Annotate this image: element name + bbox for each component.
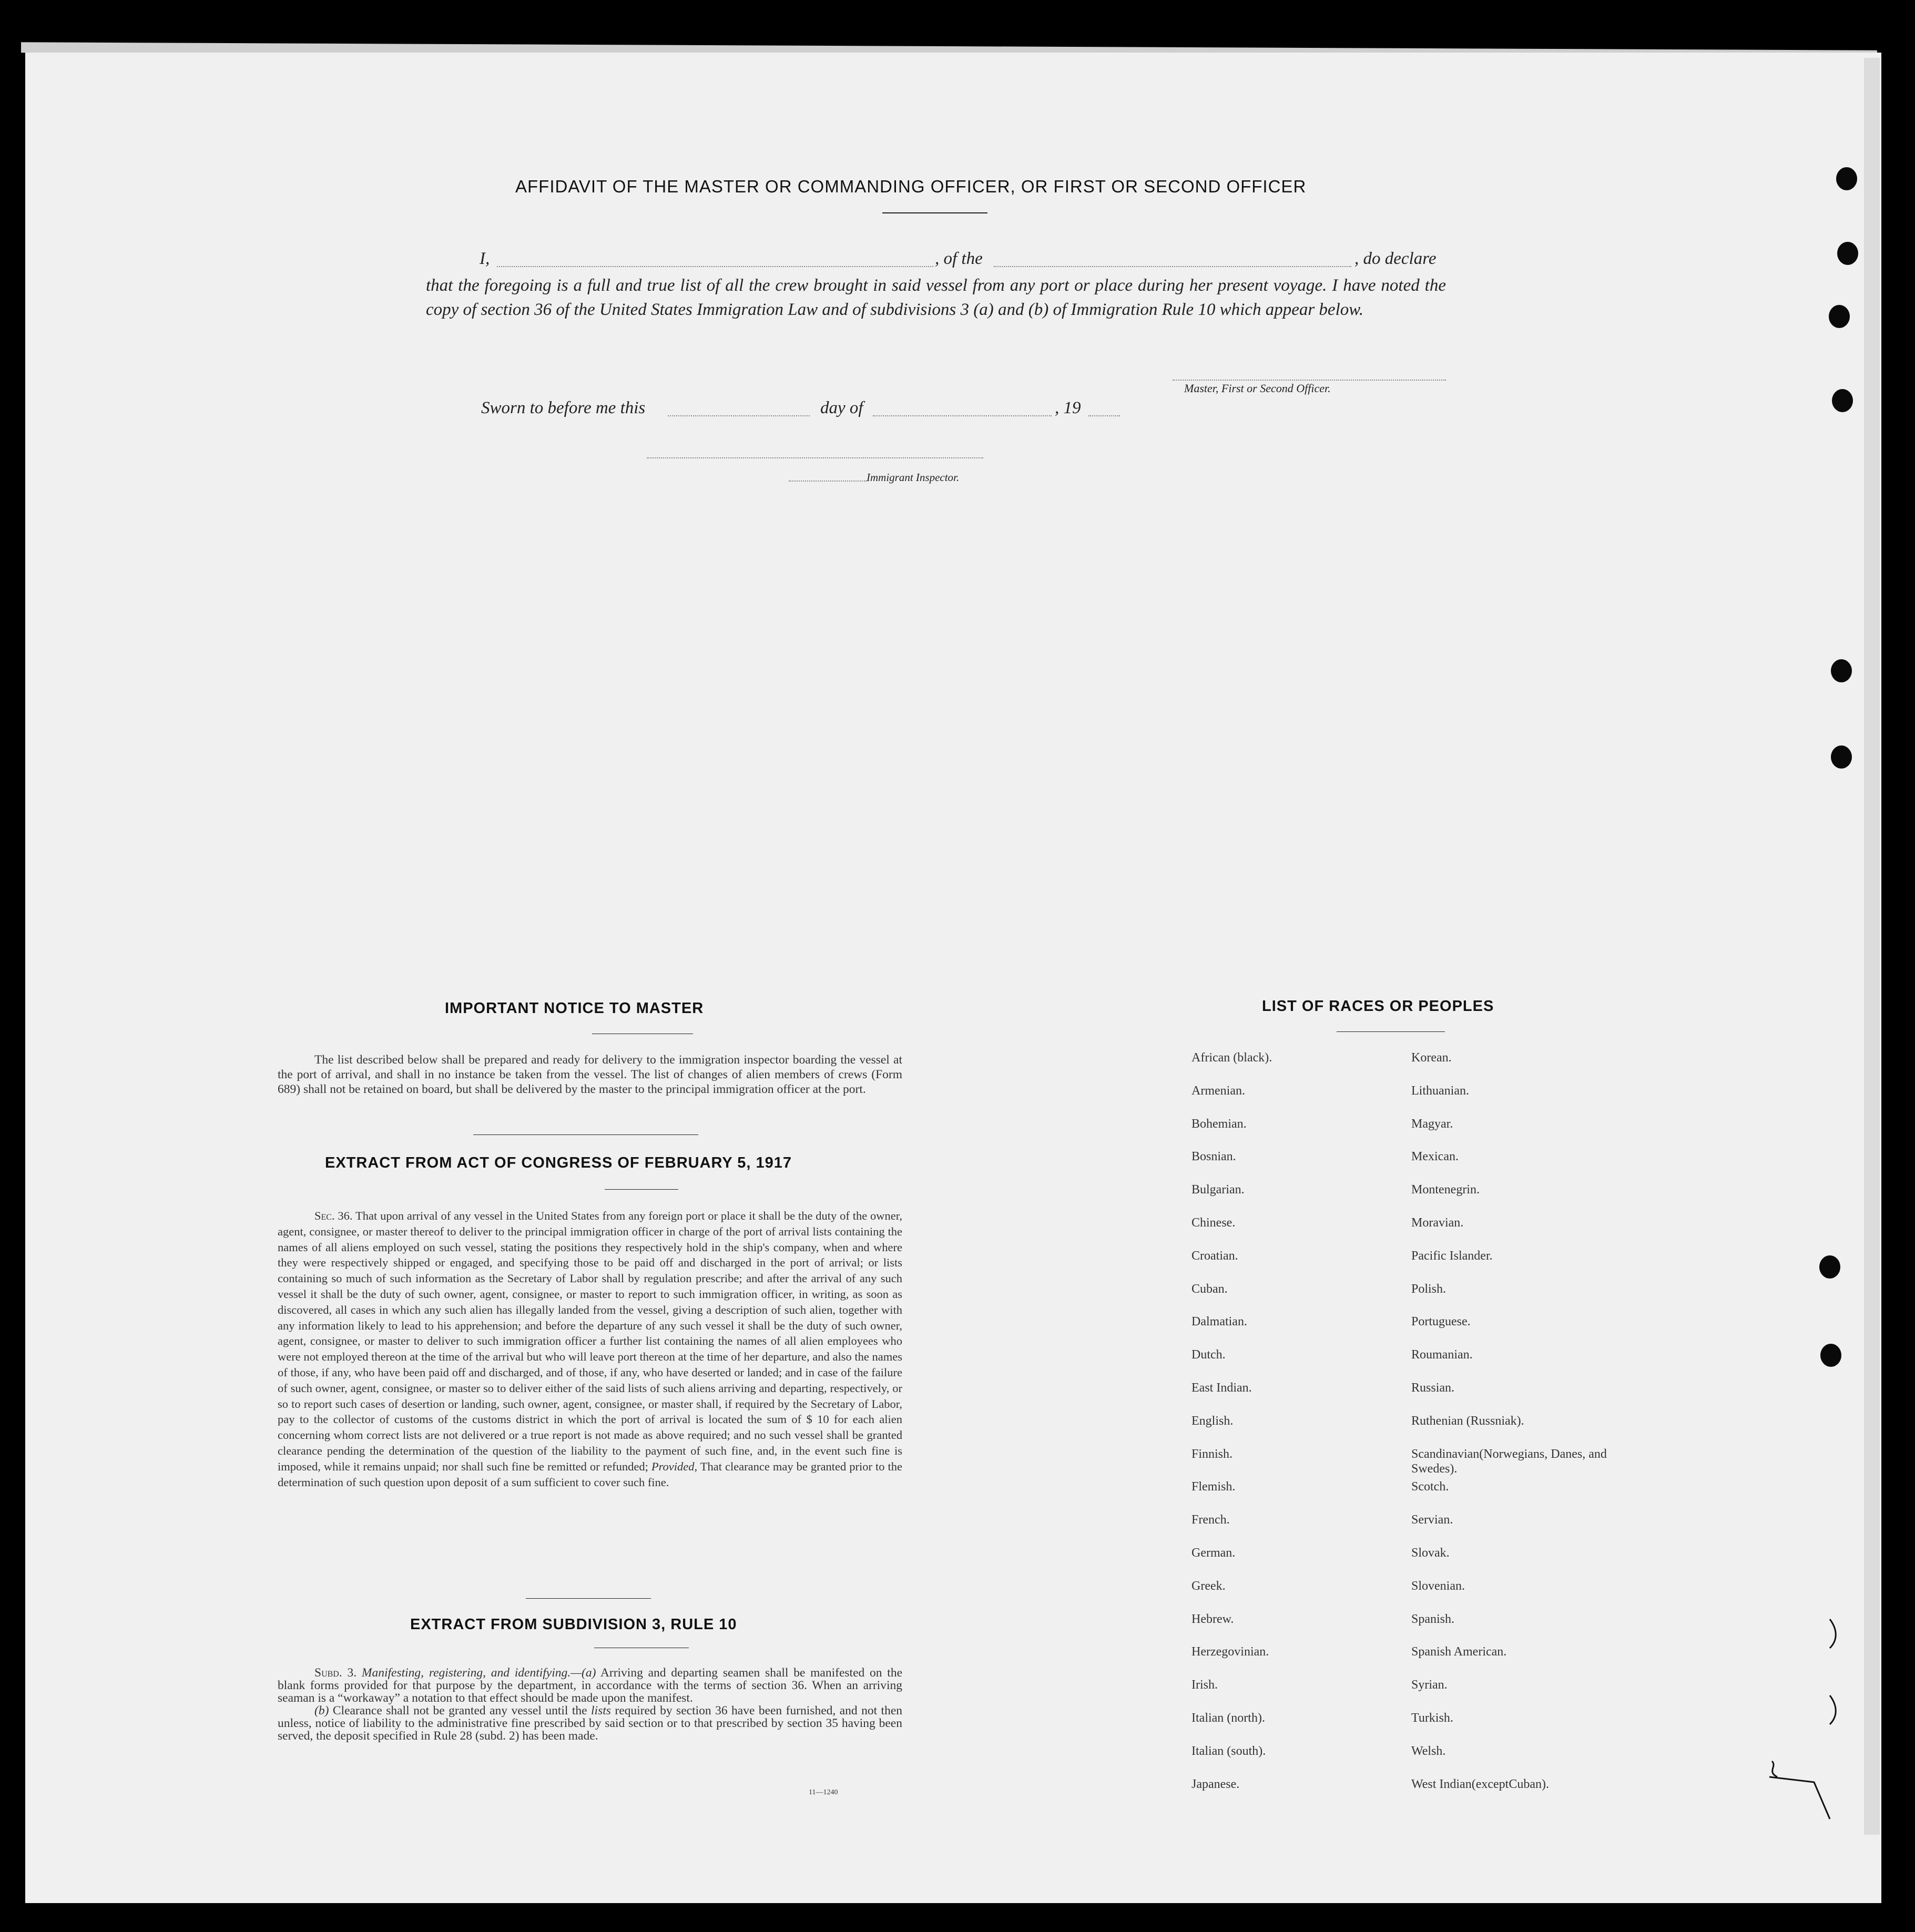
rule-lists-word: lists (591, 1704, 611, 1718)
rule-text-b2: required by section 36 have been furnished, and not then unless, notice of liability to the administrative fine prescribed by said section or to that prescribed by section 35 having been served, the deposit specified in Rule 28 (subd. 2) has been made. (278, 1704, 903, 1743)
sworn-month-field[interactable] (873, 415, 1052, 416)
page-right-edge (1864, 58, 1880, 1835)
race-item: West Indian(exceptCuban). (1411, 1777, 1549, 1791)
race-item: Bulgarian. (1191, 1183, 1245, 1197)
race-item: Bohemian. (1191, 1117, 1247, 1131)
officer-caption: Master, First or Second Officer. (1184, 382, 1331, 395)
race-item: Dutch. (1191, 1348, 1226, 1362)
race-item: Scotch. (1411, 1480, 1449, 1494)
punch-hole (1820, 1344, 1841, 1367)
punch-hole (1831, 659, 1852, 682)
act-section-text-end: That clearance may be granted prior to the determination of such question upon deposit of a sum sufficient to cover such fine. (278, 1459, 903, 1489)
officer-signature-field[interactable] (1173, 380, 1446, 381)
race-item: Armenian. (1191, 1083, 1245, 1098)
form-number: 11—1240 (809, 1788, 838, 1796)
rule-b-label: (b) (314, 1704, 329, 1718)
day-of-label: day of (820, 398, 863, 417)
race-item: Moravian. (1411, 1215, 1464, 1230)
punch-hole (1837, 242, 1858, 265)
notice-divider (473, 1134, 698, 1135)
do-declare-label: , do declare (1354, 249, 1437, 268)
sworn-year-field[interactable] (1088, 415, 1120, 416)
race-item: Japanese. (1191, 1777, 1240, 1791)
punch-hole (1819, 1255, 1840, 1279)
affidavit-title: AFFIDAVIT OF THE MASTER OR COMMANDING OFFICER, OR FIRST OR SECOND OFFICER (515, 177, 1307, 196)
race-item: Herzegovinian. (1191, 1645, 1269, 1659)
races-title: LIST OF RACES OR PEOPLES (1262, 998, 1494, 1015)
rule-text-a: Arriving and departing seamen shall be manifested on the blank forms provided for that purpose by the department, in accordance with the terms of section 36. When an arriving seaman is a “workaway” a notation to that effect should be made upon the manifest. (278, 1666, 902, 1705)
race-item: Chinese. (1191, 1215, 1236, 1230)
inspector-caption: Immigrant Inspector. (867, 471, 960, 484)
race-item: Hebrew. (1191, 1612, 1234, 1626)
race-item: English. (1191, 1414, 1234, 1428)
punch-hole (1831, 745, 1852, 769)
race-item: Lithuanian. (1411, 1083, 1469, 1098)
race-item: Mexican. (1411, 1150, 1459, 1164)
race-item: Turkish. (1411, 1711, 1453, 1725)
sworn-label: Sworn to before me this (481, 398, 646, 417)
race-item: Greek. (1191, 1579, 1226, 1593)
notice-title: IMPORTANT NOTICE TO MASTER (445, 1000, 704, 1017)
title-underline (882, 212, 987, 213)
act-text (278, 1208, 902, 1490)
races-column-1 (1191, 1050, 1391, 1810)
race-item: Magyar. (1411, 1117, 1453, 1131)
affidavit-body: that the foregoing is a full and true list of all the crew brought in said vessel from any port or place during her present voyage. I have noted the copy of section 36 of the United States Immigration Law and of subdivisions 3 (a) and (b) of Immigration Rule 10 which appear below. (426, 276, 1446, 319)
race-item: Portuguese. (1411, 1315, 1471, 1329)
race-item: Bosnian. (1191, 1150, 1236, 1164)
race-item: East Indian. (1191, 1381, 1252, 1395)
race-item: Ruthenian (Russniak). (1411, 1414, 1524, 1428)
race-item: French. (1191, 1513, 1230, 1527)
race-item: Montenegrin. (1411, 1183, 1480, 1197)
race-item: Servian. (1411, 1513, 1453, 1527)
rule-text-b1: Clearance shall not be granted any vessel until the (332, 1704, 587, 1718)
rule-heading: Manifesting, registering, and identifying.—(a) (361, 1666, 596, 1680)
act-divider (526, 1598, 651, 1599)
act-underline (605, 1189, 678, 1190)
sworn-day-field[interactable] (668, 415, 810, 416)
race-item: German. (1191, 1546, 1236, 1560)
race-item: Spanish American. (1411, 1645, 1507, 1659)
i-label: I, (480, 249, 490, 268)
race-item: Dalmatian. (1191, 1315, 1247, 1329)
race-item: Russian. (1411, 1381, 1455, 1395)
notice-text: The list described below shall be prepared and ready for delivery to the immigration inspector boarding the vessel at the port of arrival, and shall in no instance be taken from the vessel. The list of changes of alien members of crews (Form 689) shall not be retained on board, but shall be delivered by the master to the principal immigration officer at the port. (278, 1053, 902, 1096)
race-item: Slovenian. (1411, 1579, 1465, 1593)
races-column-2 (1411, 1050, 1622, 1810)
race-item: Irish. (1191, 1678, 1218, 1692)
punch-hole (1829, 305, 1850, 328)
pencil-marks (1756, 1609, 1840, 1829)
inspector-signature-lead (789, 481, 867, 482)
act-section-label: Sec. 36. (314, 1209, 353, 1222)
race-item: African (black). (1191, 1051, 1272, 1065)
race-item: Flemish. (1191, 1480, 1236, 1494)
race-item: Polish. (1411, 1282, 1447, 1296)
act-title: EXTRACT FROM ACT OF CONGRESS OF FEBRUARY 5, 1917 (325, 1154, 792, 1171)
rule-subd-label: Subd. 3. (314, 1666, 357, 1680)
race-item: Slovak. (1411, 1546, 1450, 1560)
race-item: Scandinavian(Norwegians, Danes, and Swedes). (1411, 1447, 1607, 1476)
races-underline (1337, 1031, 1445, 1032)
race-item: Welsh. (1411, 1744, 1446, 1758)
race-item: Pacific Islander. (1411, 1249, 1493, 1263)
rule-title: EXTRACT FROM SUBDIVISION 3, RULE 10 (410, 1616, 737, 1633)
race-item: Italian (north). (1191, 1711, 1265, 1725)
race-item: Syrian. (1411, 1678, 1448, 1692)
punch-hole (1832, 389, 1853, 412)
punch-hole (1836, 167, 1857, 190)
race-item: Korean. (1411, 1051, 1452, 1065)
act-section-text: That upon arrival of any vessel in the United States from any foreign port or place it shall be the duty of the owner, agent, consignee, or master thereof to deliver to the principal immigration officer in charge of the port of arrival lists containing the names of all aliens employed on such vessel, stating the positions they respectively hold in the ship's company, when and where they were respectively shipped or engaged, and specifying those to be paid off and discharged in the port of arrival; or lists containing so much of such information as the Secretary of Labor shall by regulation prescribe; and after the arrival of any such vessel it shall be the duty of such owner, agent, consignee, or master to report to such immigration officer, in writing, as soon as discovered, all cases in which any such alien has illegally landed from the vessel, giving a description of such alien, together with any information likely to lead to his apprehension; and before the departure of any such vessel it shall be the duty of such owner, agent, consignee, or master to deliver to such immigration officer a further list containing the names of all alien employees who were not employed thereon at the time of the arrival but who will leave port thereon at the time of her departure, and also the names of those, if any, who have been paid off and discharged, and of those, if any, who have deserted or landed; and in case of the failure of such owner, agent, consignee, or master so to deliver either of the said lists of such aliens arriving and departing, respectively, or so to report such cases of desertion or landing, such owner, agent, consignee, or master shall, if required by the Secretary of Labor, pay to the collector of customs of the customs district in which the port of arrival is located the sum of $ 10 for each alien concerning whom correct lists are not delivered or a true report is not made as above required; and no such vessel shall be granted clearance pending the determination of the question of the liability to the payment of such fine, and, in the event such fine is imposed, while it remains unpaid; nor shall such fine be remitted or refunded; (278, 1209, 902, 1473)
race-item: Finnish. (1191, 1447, 1233, 1461)
race-item: Spanish. (1411, 1612, 1455, 1626)
inspector-signature-field[interactable] (647, 457, 983, 458)
race-item: Roumanian. (1411, 1348, 1473, 1362)
race-item: Cuban. (1191, 1282, 1228, 1296)
race-item: Croatian. (1191, 1249, 1238, 1263)
rule-text (278, 1667, 902, 1742)
vessel-field[interactable] (994, 266, 1351, 267)
year-label: , 19 (1055, 398, 1081, 417)
race-item: Italian (south). (1191, 1744, 1266, 1758)
of-the-label: , of the (935, 249, 983, 268)
act-provided-label: Provided, (651, 1459, 698, 1473)
name-field[interactable] (497, 266, 933, 267)
